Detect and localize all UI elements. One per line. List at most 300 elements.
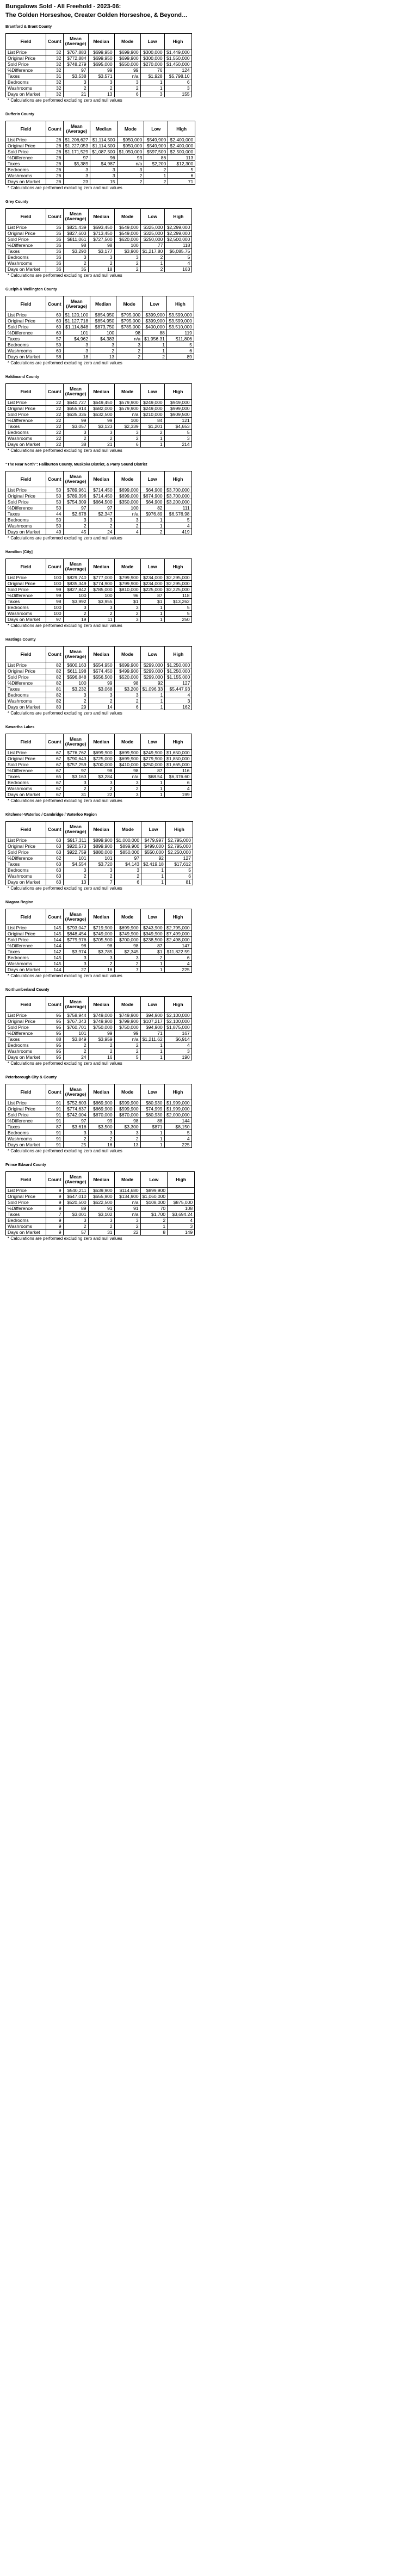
table-cell: $749,000 bbox=[88, 1013, 114, 1019]
column-header: Field bbox=[6, 1084, 46, 1100]
table-cell: $776,762 bbox=[63, 750, 88, 756]
table-cell: $3,785 bbox=[88, 949, 114, 955]
table-row bbox=[6, 1054, 192, 1060]
table-cell: 2 bbox=[114, 1224, 140, 1230]
table-cell: $3,974 bbox=[63, 949, 88, 955]
table-cell: 3 bbox=[88, 255, 114, 260]
table-cell: 145 bbox=[46, 961, 64, 967]
row-label: List Price bbox=[6, 1100, 46, 1106]
table-cell: $719,900 bbox=[88, 925, 114, 931]
column-header: Mode bbox=[114, 909, 140, 925]
table-cell: 31 bbox=[88, 1230, 114, 1236]
table-cell: 82 bbox=[46, 680, 64, 686]
row-label: Taxes bbox=[6, 161, 46, 167]
table-row bbox=[6, 523, 192, 529]
table-row bbox=[6, 879, 193, 885]
stats-table bbox=[5, 33, 192, 97]
table-cell: 7 bbox=[46, 1212, 64, 1218]
column-header: Mean (Average) bbox=[63, 121, 90, 137]
table-cell: $574,450 bbox=[88, 668, 114, 674]
table-cell: 3 bbox=[114, 430, 140, 436]
table-cell: 98 bbox=[114, 768, 140, 774]
table-cell: 16 bbox=[88, 1054, 114, 1060]
table-cell: 99 bbox=[114, 1031, 140, 1036]
table-cell: 3 bbox=[63, 867, 88, 873]
table-cell: 3 bbox=[114, 792, 140, 798]
table-cell: 2 bbox=[140, 255, 165, 260]
table-cell: 99 bbox=[88, 1118, 114, 1124]
calculation-note: * Calculations are performed excluding zero and null values bbox=[8, 98, 122, 103]
table-cell: 2 bbox=[63, 1042, 88, 1048]
table-cell: 22 bbox=[114, 1230, 140, 1236]
table-cell: 1 bbox=[140, 85, 164, 91]
table-row bbox=[6, 1019, 192, 1025]
table-cell: 3 bbox=[168, 1224, 195, 1230]
column-header: High bbox=[164, 909, 191, 925]
table-cell: 1 bbox=[143, 342, 167, 348]
table-header-row bbox=[6, 34, 192, 49]
table-cell: $540,211 bbox=[63, 1188, 88, 1194]
table-row bbox=[6, 1048, 192, 1054]
table-cell: 67 bbox=[46, 792, 64, 798]
table-cell: $2,795,000 bbox=[165, 837, 193, 843]
table-cell: 36 bbox=[46, 255, 64, 260]
row-label: %Difference bbox=[6, 855, 46, 861]
table-cell: 99 bbox=[46, 587, 64, 593]
table-cell: 2 bbox=[114, 260, 140, 266]
region-heading: "The Near North": Haliburton County, Muskoka District, & Parry Sound District bbox=[5, 463, 147, 467]
row-label: Taxes bbox=[6, 1212, 46, 1218]
table-cell: $243,900 bbox=[140, 925, 164, 931]
table-cell: $693,450 bbox=[88, 225, 114, 231]
row-label: Bedrooms bbox=[6, 1218, 46, 1224]
table-cell: $795,000 bbox=[116, 312, 143, 318]
table-row bbox=[6, 867, 193, 873]
table-cell: $799,900 bbox=[114, 581, 140, 587]
table-cell: $2,500,000 bbox=[168, 149, 195, 155]
calculation-note: * Calculations are performed excluding zero and null values bbox=[8, 1149, 122, 1153]
table-cell: 67 bbox=[46, 750, 64, 756]
row-label: Sold Price bbox=[6, 61, 46, 67]
table-cell: 9 bbox=[46, 1188, 64, 1194]
column-header: High bbox=[164, 1084, 191, 1100]
region-heading: Brantford & Brant County bbox=[5, 25, 52, 29]
calculation-note: * Calculations are performed excluding zero and null values bbox=[8, 1236, 122, 1241]
table-cell: 60 bbox=[46, 312, 64, 318]
table-row bbox=[6, 231, 192, 237]
calculation-note: * Calculations are performed excluding zero and null values bbox=[8, 185, 122, 190]
table-cell: 142 bbox=[46, 949, 64, 955]
table-cell: 2 bbox=[88, 786, 114, 792]
row-label: Sold Price bbox=[6, 149, 46, 155]
table-row bbox=[6, 237, 192, 243]
table-cell: 3 bbox=[88, 1218, 114, 1224]
table-cell: 163 bbox=[165, 266, 192, 272]
table-cell: 147 bbox=[164, 943, 191, 949]
stats-table bbox=[5, 821, 193, 885]
row-label: Taxes bbox=[6, 1036, 46, 1042]
table-cell: $2,250,000 bbox=[165, 849, 193, 855]
table-cell: $4,987 bbox=[90, 161, 118, 167]
table-cell: 1 bbox=[140, 786, 164, 792]
row-label: Original Price bbox=[6, 843, 46, 849]
table-cell: 2 bbox=[63, 85, 88, 91]
table-cell: 71 bbox=[140, 1031, 164, 1036]
table-row bbox=[6, 173, 195, 179]
table-cell: $3,102 bbox=[88, 1212, 114, 1218]
table-row bbox=[6, 780, 192, 786]
row-label: Sold Price bbox=[6, 762, 46, 768]
table-cell: $549,000 bbox=[114, 225, 140, 231]
table-cell: 127 bbox=[165, 855, 193, 861]
column-header: High bbox=[166, 296, 194, 312]
table-cell: 1 bbox=[140, 523, 164, 529]
row-label: Washrooms bbox=[6, 348, 46, 354]
table-cell: $3,959 bbox=[88, 1036, 114, 1042]
table-cell: $17,612 bbox=[165, 861, 193, 867]
table-cell: $107,217 bbox=[140, 1019, 164, 1025]
table-cell: 82 bbox=[46, 668, 64, 674]
table-cell: 4 bbox=[164, 961, 191, 967]
table-cell: 1 bbox=[141, 867, 166, 873]
table-cell: 91 bbox=[46, 1106, 64, 1112]
region-heading: Kawartha Lakes bbox=[5, 725, 35, 729]
table-cell: 59 bbox=[46, 342, 64, 348]
table-cell: $749,000 bbox=[88, 931, 114, 937]
table-cell: $2,795,000 bbox=[164, 925, 191, 931]
table-cell: $597,500 bbox=[144, 149, 168, 155]
table-cell: 36 bbox=[46, 231, 64, 237]
table-cell: 92 bbox=[140, 680, 165, 686]
table-cell: $1,999,000 bbox=[164, 1100, 191, 1106]
table-cell: $13,262 bbox=[164, 599, 191, 605]
table-cell: $2,500,000 bbox=[165, 237, 192, 243]
table-cell: $3,510,000 bbox=[166, 324, 194, 330]
table-cell: 3 bbox=[114, 79, 140, 85]
table-cell: $3,992 bbox=[63, 599, 88, 605]
row-label: Washrooms bbox=[6, 173, 46, 179]
region-heading: Guelph & Wellington County bbox=[5, 288, 57, 291]
row-label: Days on Market bbox=[6, 1054, 46, 1060]
table-cell: $705,500 bbox=[88, 937, 114, 943]
table-cell: 32 bbox=[46, 49, 64, 55]
table-cell: 214 bbox=[164, 442, 191, 448]
table-cell: 57 bbox=[46, 336, 64, 342]
table-cell: 1 bbox=[140, 704, 165, 710]
stats-table bbox=[5, 296, 194, 360]
column-header: High bbox=[164, 734, 191, 750]
table-row bbox=[6, 1188, 195, 1194]
table-cell: 2 bbox=[63, 260, 88, 266]
row-label: Bedrooms bbox=[6, 955, 46, 961]
column-header: Low bbox=[140, 1084, 164, 1100]
table-cell: $4,962 bbox=[63, 336, 90, 342]
table-cell: 87 bbox=[140, 768, 164, 774]
table-cell: 91 bbox=[114, 1206, 140, 1212]
table-cell: 98 bbox=[63, 243, 88, 249]
column-header: High bbox=[164, 997, 191, 1013]
row-label: Days on Market bbox=[6, 529, 46, 535]
table-cell: $3,700,000 bbox=[164, 493, 191, 499]
table-cell: 50 bbox=[46, 499, 64, 505]
row-label: List Price bbox=[6, 750, 46, 756]
table-cell: 118 bbox=[165, 243, 192, 249]
table-cell: $410,000 bbox=[114, 762, 140, 768]
table-cell: $1,201 bbox=[140, 424, 164, 430]
table-cell: 144 bbox=[46, 967, 64, 973]
table-cell: $999,000 bbox=[164, 406, 191, 412]
region-section bbox=[5, 288, 403, 365]
table-cell: 2 bbox=[114, 85, 140, 91]
row-label: %Difference bbox=[6, 505, 46, 511]
table-cell: 4 bbox=[164, 523, 191, 529]
table-cell: 22 bbox=[46, 418, 64, 424]
table-cell: 1 bbox=[140, 967, 164, 973]
column-header: Field bbox=[6, 384, 46, 400]
table-cell: $700,000 bbox=[114, 937, 140, 943]
table-cell: $749,900 bbox=[114, 1013, 140, 1019]
region-heading: Peterborough City & County bbox=[5, 1076, 57, 1079]
table-cell: $596,848 bbox=[63, 674, 88, 680]
column-header: High bbox=[164, 559, 191, 575]
table-cell: $3,284 bbox=[88, 774, 114, 780]
table-cell: 9 bbox=[46, 1194, 64, 1200]
table-header-row bbox=[6, 734, 192, 750]
row-label: Bedrooms bbox=[6, 1130, 46, 1136]
table-row bbox=[6, 1118, 192, 1124]
table-cell: 35 bbox=[63, 266, 88, 272]
table-row bbox=[6, 937, 192, 943]
table-row bbox=[6, 179, 195, 185]
row-label: Washrooms bbox=[6, 85, 46, 91]
table-cell: 26 bbox=[46, 155, 64, 161]
table-cell: $349,900 bbox=[140, 931, 164, 937]
table-row bbox=[6, 774, 192, 780]
table-cell: 2 bbox=[114, 698, 140, 704]
row-label: Days on Market bbox=[6, 1230, 46, 1236]
table-cell: $3,068 bbox=[88, 686, 114, 692]
table-cell: $777,000 bbox=[88, 575, 114, 581]
table-cell: 3 bbox=[164, 1048, 191, 1054]
row-label: Days on Market bbox=[6, 179, 46, 185]
column-header: Mean (Average) bbox=[63, 997, 88, 1013]
table-cell: 1 bbox=[140, 1130, 164, 1136]
table-cell: $1,650,000 bbox=[164, 750, 191, 756]
table-cell: $827,603 bbox=[63, 231, 88, 237]
table-cell: $12,300 bbox=[168, 161, 195, 167]
row-label: Sold Price bbox=[6, 937, 46, 943]
table-cell: $1,928 bbox=[140, 73, 164, 79]
region-section bbox=[5, 1163, 403, 1241]
table-cell: $2,498,000 bbox=[164, 937, 191, 943]
table-cell: 2 bbox=[63, 1048, 88, 1054]
table-cell: $399,900 bbox=[143, 312, 167, 318]
table-cell: 70 bbox=[140, 1206, 168, 1212]
table-row bbox=[6, 155, 195, 161]
table-cell: 5 bbox=[165, 255, 192, 260]
table-cell: $4,143 bbox=[114, 861, 141, 867]
table-cell: 67 bbox=[46, 756, 64, 762]
table-cell: 99 bbox=[88, 680, 114, 686]
table-cell: n/a bbox=[114, 1036, 140, 1042]
row-label: Original Price bbox=[6, 668, 46, 674]
stats-table bbox=[5, 208, 192, 272]
row-label: %Difference bbox=[6, 67, 46, 73]
table-row bbox=[6, 1212, 195, 1218]
column-header: Count bbox=[46, 1084, 64, 1100]
report-title: Bungalows Sold - All Freehold - 2023-06: bbox=[5, 3, 121, 10]
row-label: List Price bbox=[6, 225, 46, 231]
table-cell: $899,900 bbox=[140, 1188, 168, 1194]
table-cell: 162 bbox=[165, 704, 192, 710]
column-header: Field bbox=[6, 997, 46, 1013]
table-cell: 1 bbox=[140, 792, 164, 798]
column-header: Mean (Average) bbox=[63, 384, 88, 400]
table-cell: 2 bbox=[88, 1042, 114, 1048]
table-cell: 2 bbox=[88, 85, 114, 91]
column-header: Count bbox=[46, 34, 64, 49]
table-cell: $2,295,000 bbox=[164, 575, 191, 581]
table-header-row bbox=[6, 822, 193, 837]
row-label: %Difference bbox=[6, 418, 46, 424]
table-cell: $68.54 bbox=[140, 774, 164, 780]
table-cell: 36 bbox=[46, 260, 64, 266]
table-cell: 100 bbox=[63, 680, 88, 686]
table-cell: 3 bbox=[88, 692, 114, 698]
table-cell: n/a bbox=[114, 774, 140, 780]
table-cell: 32 bbox=[46, 67, 64, 73]
table-cell: $5,389 bbox=[63, 161, 90, 167]
table-cell: $3,538 bbox=[63, 73, 88, 79]
calculation-note: * Calculations are performed excluding zero and null values bbox=[8, 361, 122, 365]
table-cell: 6 bbox=[114, 879, 141, 885]
table-cell: $2,345 bbox=[114, 949, 140, 955]
table-row bbox=[6, 581, 192, 587]
row-label: Original Price bbox=[6, 318, 46, 324]
row-label: %Difference bbox=[6, 1206, 46, 1212]
column-header: Count bbox=[46, 997, 64, 1013]
table-cell: 26 bbox=[46, 137, 64, 143]
table-cell: $550,000 bbox=[141, 849, 166, 855]
column-header: Low bbox=[140, 209, 165, 225]
table-cell: $871 bbox=[140, 1124, 164, 1130]
table-cell: $767,883 bbox=[63, 49, 88, 55]
row-label: Original Price bbox=[6, 55, 46, 61]
row-label: Taxes bbox=[6, 424, 46, 430]
column-header: Mode bbox=[114, 559, 140, 575]
table-cell: 80 bbox=[46, 704, 64, 710]
table-cell: $749,900 bbox=[88, 1019, 114, 1025]
table-cell: 3 bbox=[63, 167, 90, 173]
table-row bbox=[6, 1042, 192, 1048]
table-cell: 2 bbox=[63, 873, 88, 879]
table-cell: $699,950 bbox=[88, 49, 114, 55]
table-cell: $827,842 bbox=[63, 587, 88, 593]
table-cell: 2 bbox=[63, 786, 88, 792]
region-section bbox=[5, 1076, 403, 1153]
table-cell: 18 bbox=[88, 266, 114, 272]
table-cell: $74,999 bbox=[140, 1106, 164, 1112]
table-row bbox=[6, 1025, 192, 1031]
table-cell: 190 bbox=[164, 1054, 191, 1060]
column-header: Mode bbox=[116, 296, 143, 312]
region-heading: Haldimand County bbox=[5, 375, 39, 379]
table-cell: 4 bbox=[168, 1218, 195, 1224]
table-cell: 91 bbox=[46, 1118, 64, 1124]
table-cell: 97 bbox=[63, 768, 88, 774]
table-cell: 1 bbox=[144, 173, 168, 179]
table-row bbox=[6, 49, 192, 55]
table-row bbox=[6, 786, 192, 792]
table-cell: $700,000 bbox=[88, 762, 114, 768]
table-cell: 26 bbox=[46, 149, 64, 155]
table-cell: $2,419.18 bbox=[141, 861, 166, 867]
table-cell: $1,000,000 bbox=[114, 837, 141, 843]
region-section bbox=[5, 901, 403, 978]
table-cell: 9 bbox=[46, 1224, 64, 1230]
table-row bbox=[6, 1124, 192, 1130]
column-header: Median bbox=[90, 296, 116, 312]
row-label: Original Price bbox=[6, 493, 46, 499]
table-cell: $3,200 bbox=[114, 686, 140, 692]
table-row bbox=[6, 698, 192, 704]
table-cell: 145 bbox=[46, 925, 64, 931]
table-cell: $499,000 bbox=[141, 843, 166, 849]
table-row bbox=[6, 167, 195, 173]
row-label: List Price bbox=[6, 137, 46, 143]
column-header: High bbox=[164, 34, 191, 49]
table-cell: 91 bbox=[46, 1130, 64, 1136]
table-cell: 49 bbox=[46, 529, 64, 535]
table-cell: 84 bbox=[140, 418, 164, 424]
table-cell: 118 bbox=[164, 593, 191, 599]
table-cell: 3 bbox=[164, 436, 191, 442]
table-cell: 9 bbox=[46, 1218, 64, 1224]
table-cell: 97 bbox=[46, 617, 64, 623]
table-row bbox=[6, 925, 192, 931]
table-row bbox=[6, 149, 195, 155]
row-label: Bedrooms bbox=[6, 780, 46, 786]
table-cell: 108 bbox=[168, 1206, 195, 1212]
table-cell: 82 bbox=[46, 662, 64, 668]
calculation-note: * Calculations are performed excluding zero and null values bbox=[8, 1061, 122, 1066]
table-cell: 21 bbox=[63, 91, 88, 97]
table-cell: 2 bbox=[140, 266, 165, 272]
table-cell: $6,376.60 bbox=[164, 774, 191, 780]
table-cell: $350,000 bbox=[114, 499, 140, 505]
table-cell: 67 bbox=[46, 762, 64, 768]
column-header: Field bbox=[6, 822, 46, 837]
table-row bbox=[6, 61, 192, 67]
table-row bbox=[6, 762, 192, 768]
column-header: Count bbox=[46, 121, 64, 137]
table-header-row bbox=[6, 1172, 195, 1188]
table-cell: 2 bbox=[114, 436, 140, 442]
table-cell: 1 bbox=[140, 1224, 168, 1230]
table-cell: 97 bbox=[63, 67, 88, 73]
table-cell: $750,000 bbox=[88, 1025, 114, 1031]
table-cell: 3 bbox=[114, 867, 141, 873]
table-cell: $909,500 bbox=[164, 412, 191, 418]
table-cell: $299,000 bbox=[140, 668, 165, 674]
row-label: List Price bbox=[6, 400, 46, 406]
table-cell: 3 bbox=[90, 173, 118, 179]
column-header: High bbox=[168, 1172, 195, 1188]
row-label: Sold Price bbox=[6, 1200, 46, 1206]
row-label: Washrooms bbox=[6, 1136, 46, 1142]
table-row bbox=[6, 517, 192, 523]
row-label: Days on Market bbox=[6, 91, 46, 97]
